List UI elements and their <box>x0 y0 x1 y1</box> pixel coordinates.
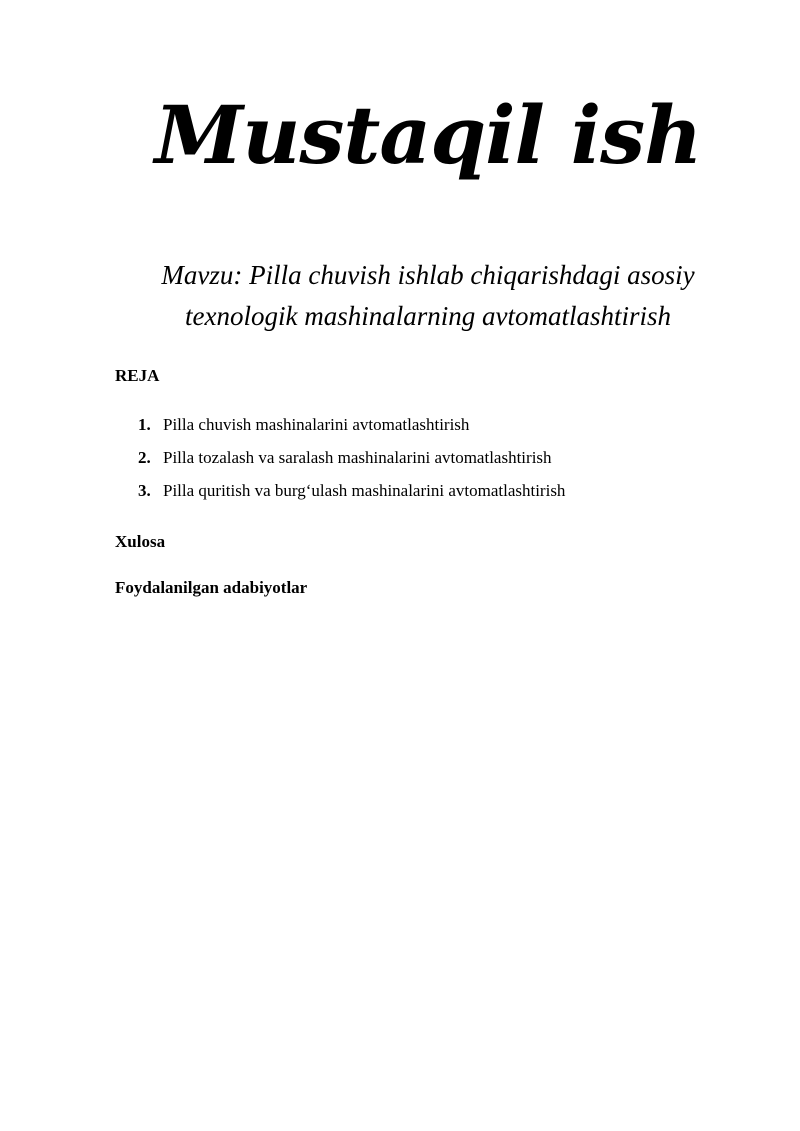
plan-item-text: Pilla quritish va burg‘ulash mashinalarini avtomatlashtirish <box>163 481 566 500</box>
plan-item-text: Pilla tozalash va saralash mashinalarini avtomatlashtirish <box>163 448 552 467</box>
plan-item-text: Pilla chuvish mashinalarini avtomatlashtirish <box>163 415 470 434</box>
plan-item <box>138 447 565 480</box>
document-title: Mustaqil ish <box>154 88 702 182</box>
plan-heading: REJA <box>115 366 160 385</box>
plan-item <box>138 414 565 447</box>
plan-item-number: 1. <box>138 415 151 434</box>
conclusion-heading: Xulosa <box>115 532 166 551</box>
plan-item <box>138 480 565 513</box>
plan-item-number: 3. <box>138 481 151 500</box>
plan-list <box>138 414 565 513</box>
plan-item-number: 2. <box>138 448 151 467</box>
subject-line-2: texnologik mashinalarning avtomatlashtirish <box>185 301 671 331</box>
references-heading: Foydalanilgan adabiyotlar <box>115 578 308 597</box>
subject-line <box>140 255 716 337</box>
subject-line-1: Mavzu: Pilla chuvish ishlab chiqarishdagi asosiy <box>161 260 695 290</box>
